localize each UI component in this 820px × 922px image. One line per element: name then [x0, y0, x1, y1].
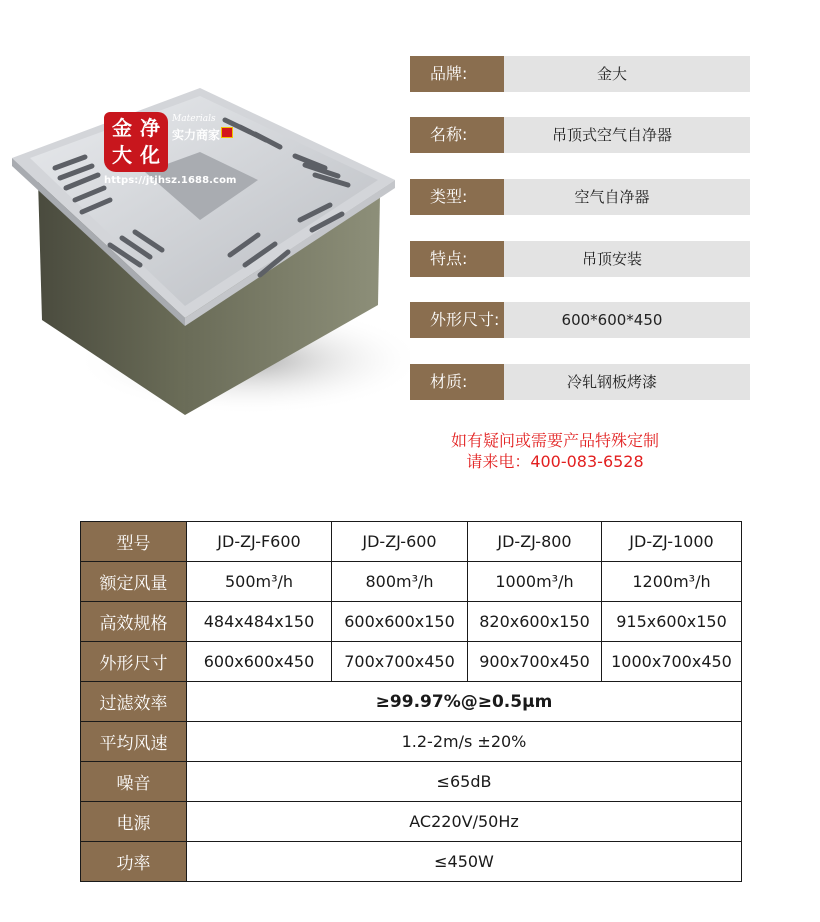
table-cell: 500m³/h — [187, 562, 332, 602]
table-cell: 1.2-2m/s ±20% — [187, 722, 742, 762]
model-cell: JD-ZJ-800 — [468, 522, 602, 562]
spec-row-brand — [410, 56, 750, 92]
seal-char: 化 — [140, 143, 160, 167]
table-row — [81, 802, 742, 842]
row-label: 外形尺寸 — [81, 642, 187, 682]
table-cell: 484x484x150 — [187, 602, 332, 642]
contact-note — [400, 430, 710, 472]
table-cell: 600x600x150 — [332, 602, 468, 642]
model-cell: JD-ZJ-600 — [332, 522, 468, 562]
row-label: 电源 — [81, 802, 187, 842]
contact-line-1: 如有疑问或需要产品特殊定制 — [450, 431, 659, 450]
brand-seal — [104, 112, 168, 172]
seal-badge-icon — [221, 127, 233, 138]
table-cell: 1200m³/h — [602, 562, 742, 602]
table-cell: ≤450W — [187, 842, 742, 882]
row-label: 额定风量 — [81, 562, 187, 602]
row-label: 功率 — [81, 842, 187, 882]
spec-label: 品牌: — [410, 56, 504, 92]
table-cell: 700x700x450 — [332, 642, 468, 682]
table-row — [81, 642, 742, 682]
table-cell: ≤65dB — [187, 762, 742, 802]
table-cell: ≥99.97%@≥0.5μm — [187, 682, 742, 722]
table-cell: 800m³/h — [332, 562, 468, 602]
row-label: 高效规格 — [81, 602, 187, 642]
row-label: 平均风速 — [81, 722, 187, 762]
seal-char: 金 — [112, 116, 132, 140]
seal-power-text: 实力商家 — [172, 128, 221, 142]
seal-char: 净 — [140, 116, 160, 140]
spec-label: 名称: — [410, 117, 504, 153]
model-cell: JD-ZJ-1000 — [602, 522, 742, 562]
row-label: 噪音 — [81, 762, 187, 802]
spec-value: 空气自净器 — [504, 179, 750, 215]
spec-label: 材质: — [410, 364, 504, 400]
spec-label: 外形尺寸: — [410, 302, 504, 338]
table-row — [81, 682, 742, 722]
table-cell: 600x600x450 — [187, 642, 332, 682]
spec-row-material — [410, 364, 750, 400]
seal-materials-text: Materials — [172, 114, 216, 124]
model-cell: JD-ZJ-F600 — [187, 522, 332, 562]
spec-row-feature — [410, 241, 750, 277]
spec-row-type — [410, 179, 750, 215]
seal-url-text: https://jtjhsz.1688.com — [104, 175, 237, 186]
ceiling-air-purifier-illustration — [0, 70, 410, 430]
table-cell: 900x700x450 — [468, 642, 602, 682]
table-cell: AC220V/50Hz — [187, 802, 742, 842]
table-row — [81, 842, 742, 882]
table-header-row — [81, 522, 742, 562]
spec-value: 吊顶式空气自净器 — [504, 117, 750, 153]
seal-char: 大 — [112, 143, 132, 167]
table-row — [81, 762, 742, 802]
table-row — [81, 722, 742, 762]
product-image — [0, 70, 410, 430]
spec-value: 冷轧钢板烤漆 — [504, 364, 750, 400]
spec-row-name — [410, 117, 750, 153]
table-cell: 1000m³/h — [468, 562, 602, 602]
table-cell: 1000x700x450 — [602, 642, 742, 682]
spec-row-size — [410, 302, 750, 338]
row-label: 型号 — [81, 522, 187, 562]
table-row — [81, 602, 742, 642]
spec-label: 特点: — [410, 241, 504, 277]
table-cell: 820x600x150 — [468, 602, 602, 642]
spec-value: 金大 — [504, 56, 750, 92]
row-label: 过滤效率 — [81, 682, 187, 722]
model-spec-table — [80, 521, 742, 882]
spec-value: 吊顶安装 — [504, 241, 750, 277]
table-row — [81, 562, 742, 602]
spec-label: 类型: — [410, 179, 504, 215]
table-cell: 915x600x150 — [602, 602, 742, 642]
contact-line-2: 请来电：400-083-6528 — [466, 452, 644, 471]
spec-value: 600*600*450 — [504, 302, 750, 338]
